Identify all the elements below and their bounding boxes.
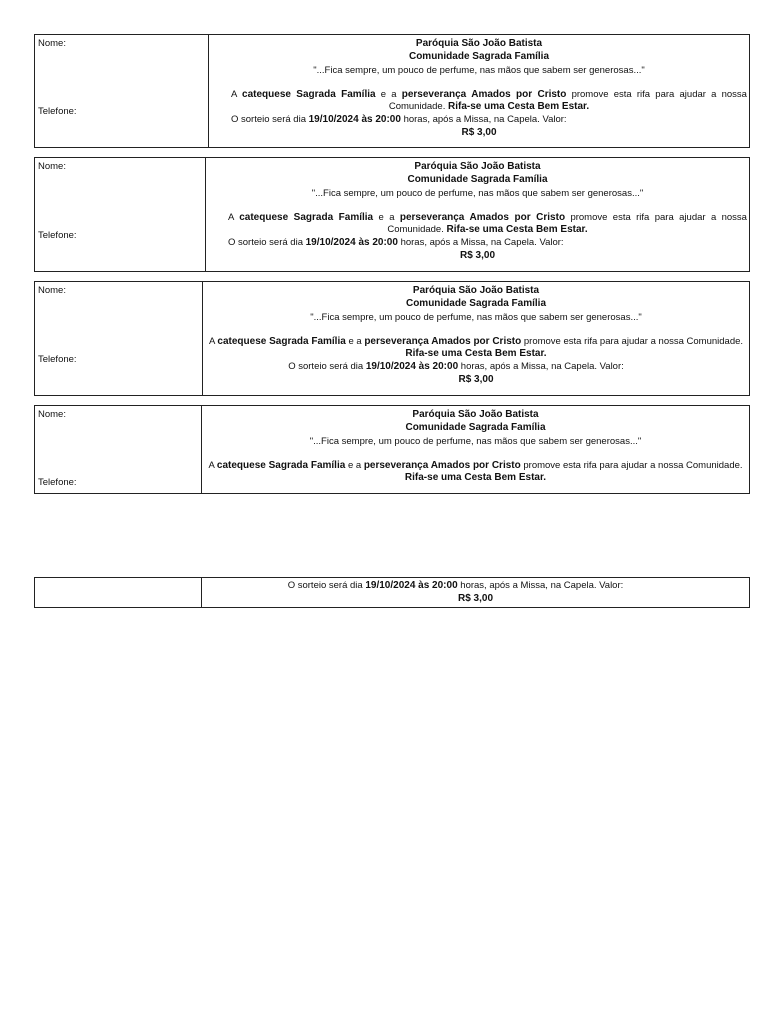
promo-text: A catequese Sagrada Família e a perseverança Amados por Cristo promove esta rifa para ajudar a nossa Comunidade. Rifa-se uma Cesta Bem Estar. xyxy=(231,89,747,112)
phone-label: Telefone: xyxy=(38,477,77,488)
phone-label: Telefone: xyxy=(38,230,77,241)
draw-info: O sorteio será dia 19/10/2024 às 20:00 horas, após a Missa, na Capela. Valor: xyxy=(287,580,624,591)
draw-info: O sorteio será dia 19/10/2024 às 20:00 horas, após a Missa, na Capela. Valor: xyxy=(228,237,564,248)
price: R$ 3,00 xyxy=(458,374,494,385)
ticket-body xyxy=(202,406,749,493)
ticket-body xyxy=(203,282,749,395)
community-title: Comunidade Sagrada Família xyxy=(405,298,547,309)
promo-text: A catequese Sagrada Família e a perseverança Amados por Cristo promove esta rifa para ajudar a nossa Comunidade. Rifa-se uma Cesta Bem Estar. xyxy=(228,212,747,235)
ticket-body xyxy=(202,578,749,607)
community-title: Comunidade Sagrada Família xyxy=(408,51,550,62)
name-label: Nome: xyxy=(38,38,66,49)
ticket-stub xyxy=(35,282,203,395)
parish-title: Paróquia São João Batista xyxy=(412,409,539,420)
ticket-body xyxy=(209,35,749,147)
raffle-ticket-4 xyxy=(34,405,750,494)
draw-info: O sorteio será dia 19/10/2024 às 20:00 horas, após a Missa, na Capela. Valor: xyxy=(288,361,624,372)
draw-info: O sorteio será dia 19/10/2024 às 20:00 horas, após a Missa, na Capela. Valor: xyxy=(231,114,567,125)
parish-title: Paróquia São João Batista xyxy=(412,285,540,296)
community-title: Comunidade Sagrada Família xyxy=(407,174,548,185)
ticket-stub xyxy=(35,158,206,271)
price: R$ 3,00 xyxy=(461,127,497,138)
price: R$ 3,00 xyxy=(457,593,494,604)
name-label: Nome: xyxy=(38,161,66,172)
raffle-ticket-1 xyxy=(34,34,750,148)
name-label: Nome: xyxy=(38,285,66,296)
ticket-stub xyxy=(35,406,202,493)
ticket-body xyxy=(206,158,749,271)
name-label: Nome: xyxy=(38,409,66,420)
quote-text: "...Fica sempre, um pouco de perfume, nas mãos que sabem ser generosas..." xyxy=(311,188,644,199)
raffle-ticket-3 xyxy=(34,281,750,396)
promo-text: A catequese Sagrada Família e a perseverança Amados por Cristo promove esta rifa para ajudar a nossa Comunidade. Rifa-se uma Cesta Bem Estar. xyxy=(208,460,743,483)
quote-text: "...Fica sempre, um pouco de perfume, nas mãos que sabem ser generosas..." xyxy=(309,436,642,447)
quote-text: "...Fica sempre, um pouco de perfume, nas mãos que sabem ser generosas..." xyxy=(310,312,642,323)
price: R$ 3,00 xyxy=(459,250,496,261)
ticket-stub xyxy=(35,35,209,147)
promo-text: A catequese Sagrada Família e a perseverança Amados por Cristo promove esta rifa para ajudar a nossa Comunidade. Rifa-se uma Cesta Bem Estar. xyxy=(208,336,744,359)
phone-label: Telefone: xyxy=(38,106,77,117)
quote-text: "...Fica sempre, um pouco de perfume, nas mãos que sabem ser generosas..." xyxy=(313,65,645,76)
ticket-stub xyxy=(35,578,202,607)
community-title: Comunidade Sagrada Família xyxy=(405,422,546,433)
raffle-ticket-4-continuation xyxy=(34,577,750,608)
phone-label: Telefone: xyxy=(38,354,77,365)
raffle-ticket-2 xyxy=(34,157,750,272)
parish-title: Paróquia São João Batista xyxy=(414,161,541,172)
parish-title: Paróquia São João Batista xyxy=(415,38,543,49)
